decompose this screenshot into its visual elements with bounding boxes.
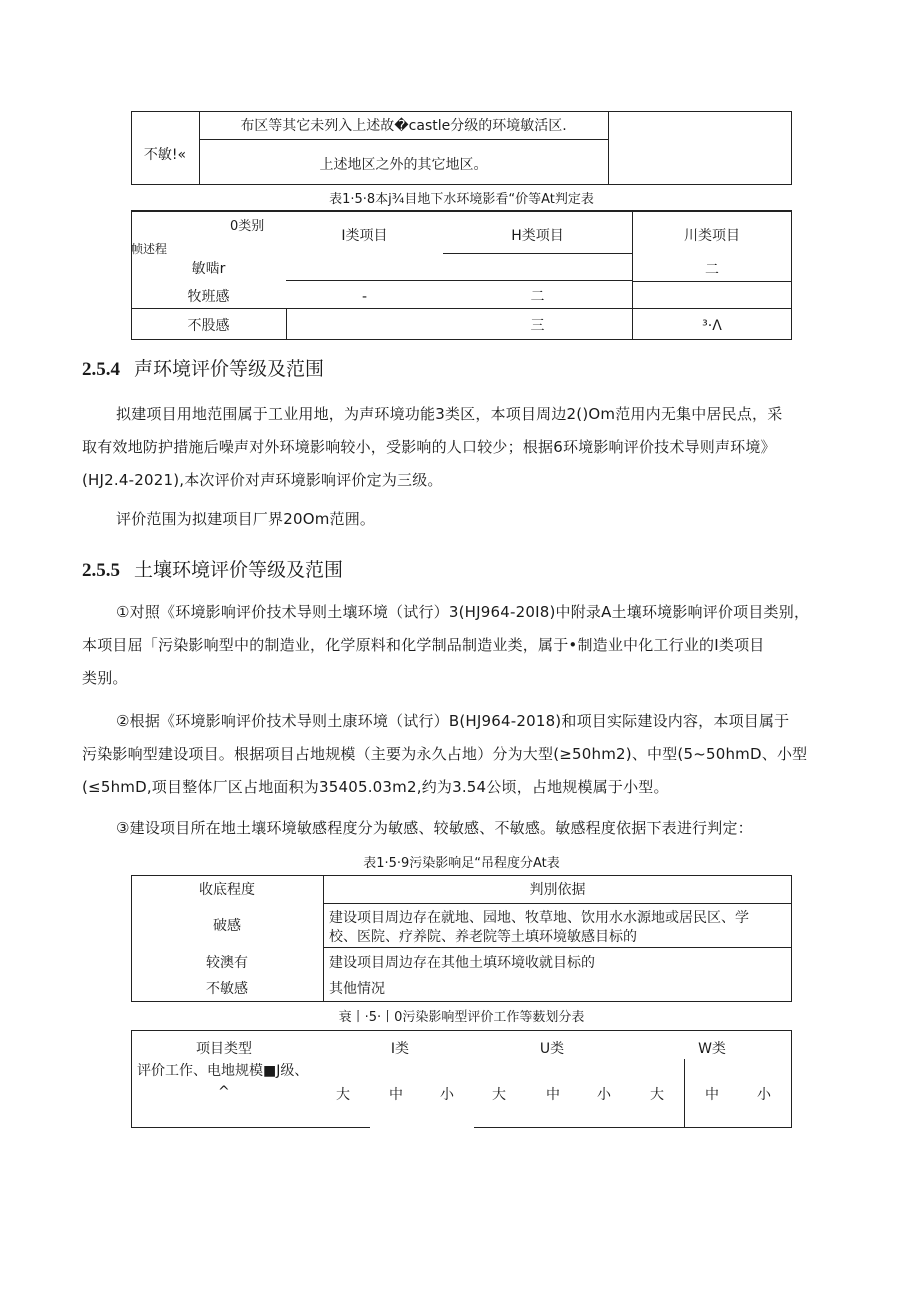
table-159-row1-text-b: 校、医院、疗养院、养老院等土填环境敏感目标的 [329, 929, 637, 945]
table-159-row3-label: 不敏感 [206, 981, 248, 997]
section-255-heading [82, 558, 343, 583]
table-158-row2-c2: 二 [530, 289, 545, 305]
text-line: ②根据《环境影响评价技术导则土康环境（试行）B(HJ964-2018)和项目实际建设内容，本项目属于 [116, 712, 790, 730]
table-1510-group-1: I类 [390, 1041, 410, 1057]
table-158-row2-label: 牧班感 [187, 289, 230, 305]
table-1510-group-2: U类 [539, 1041, 565, 1057]
table-1510-caption: 衰丨·5·丨0污染影响型评价工作等薮划分表 [338, 1010, 585, 1025]
section-254-paragraph-1 [82, 398, 842, 497]
table-159-row3-text: 其他情况 [329, 981, 385, 997]
table-158-row3-label: 不股感 [187, 318, 230, 334]
text-line: 取有效地防护措施后噪声对外环境影响较小，受影响的人口较少；根据6环境影响评价技术导则声环境》 [82, 438, 776, 456]
table-1510-header-side: 评价工作、电地规模■J级、 [137, 1063, 309, 1079]
text-line: 污染影响型建设项目。根据项目占地规模（主要为永久占地）分为大型(≥50hm2)、中型(5~50hmD、小型 [82, 745, 808, 763]
table-158-row3-c3: ³·Λ [702, 318, 722, 334]
table-158-row1-c3: 二 [705, 262, 719, 278]
section-254-heading [82, 357, 324, 382]
table-158-col1: I类项目 [341, 228, 388, 244]
text-line: ①对照《环境影响评价技术导则土壤环境（试行）3(HJ964-20I8)中附录A土壤环境影响评价项目类别， [116, 603, 810, 621]
table-158-col2: H类项目 [511, 228, 564, 244]
table-1510-header-side-2: ^ [218, 1084, 230, 1100]
text-line: 本项目屈「污染影响型中的制造业，化学原料和化学制品制造业类，属于•制造业中化工行业的I类项目 [82, 636, 765, 654]
section-255-number: 2.5.5 [82, 560, 120, 581]
section-255-paragraph-3: ③建设项目所在地土壤环境敏感程度分为敏感、较敏感、不敏感。敏感程度依据下表进行判定： [116, 819, 753, 837]
table-1510-size-cell: 中 [546, 1087, 560, 1103]
table-159-header-left: 收底程度 [199, 882, 255, 898]
table-1510-size-cell: 小 [757, 1087, 771, 1103]
table-158-col3: 川类项目 [684, 228, 740, 244]
table-1510-size-cell: 大 [650, 1087, 664, 1103]
table-158-header-top: 0类别 [230, 219, 265, 234]
table-158-row2-c1: - [361, 289, 368, 305]
section-255-paragraph-1 [82, 596, 842, 695]
table-159-row2-text: 建设项目周边存在其他土填环境收就目标的 [329, 955, 595, 971]
section-255-paragraph-2 [82, 705, 842, 804]
table-1510-size-cell: 大 [492, 1087, 506, 1103]
table-1510-size-cell: 中 [705, 1087, 719, 1103]
table-top-row2-text: 上述地区之外的其它地区。 [319, 157, 488, 173]
table-158-row1-label: 敏啮r [191, 261, 226, 277]
table-159-row1-label: 破感 [213, 918, 241, 934]
table-1510-size-cell: 中 [389, 1087, 403, 1103]
table-1510-size-cell: 小 [597, 1087, 611, 1103]
table-159-row2-label: 较澳有 [206, 955, 248, 971]
table-158-header-side: 帧述程 [131, 242, 168, 256]
text-line: (≤5hmD,项目整体厂区占地面积为35405.03m2,约为3.54公顷，占地规模属于小型。 [82, 778, 669, 796]
table-158-caption: 表1·5·8本j¾目地下水环境影看“价等At判定表 [329, 192, 594, 207]
table-1510-size-cell: 大 [336, 1087, 350, 1103]
table-158-row3-c2: 三 [530, 318, 545, 334]
text-line: 类别。 [82, 669, 128, 687]
table-top-row2-label: 不敏!« [143, 147, 187, 163]
table-top-row1-text: 布区等其它未列入上述故�castle分级的环境敏活区. [240, 118, 567, 134]
table-159-row1-text-a: 建设项目周边存在就地、园地、牧草地、饮用水水源地或居民区、学 [329, 910, 749, 926]
table-1510-header-top: 项目类型 [196, 1041, 252, 1057]
table-159-caption: 表1·5·9污染影响足“吊程度分At表 [363, 856, 560, 871]
text-line: 拟建项目用地范围属于工业用地，为声环境功能3类区，本项目周边2()Om范用内无集中居民点，采 [116, 405, 783, 423]
section-254-number: 2.5.4 [82, 359, 120, 380]
text-line: (HJ2.4-2021),本次评价对声环境影响评价定为三级。 [82, 471, 443, 489]
section-254-title: 声环境评价等级及范围 [134, 358, 325, 380]
table-1510-group-3: W类 [698, 1041, 726, 1057]
section-255-title: 土壤环境评价等级及范围 [134, 559, 344, 581]
table-159-header-right: 判別依据 [529, 882, 586, 898]
table-1510-size-cell: 小 [440, 1087, 454, 1103]
section-254-paragraph-2: 评价范围为拟建项目厂界20Om范囲。 [116, 510, 376, 528]
